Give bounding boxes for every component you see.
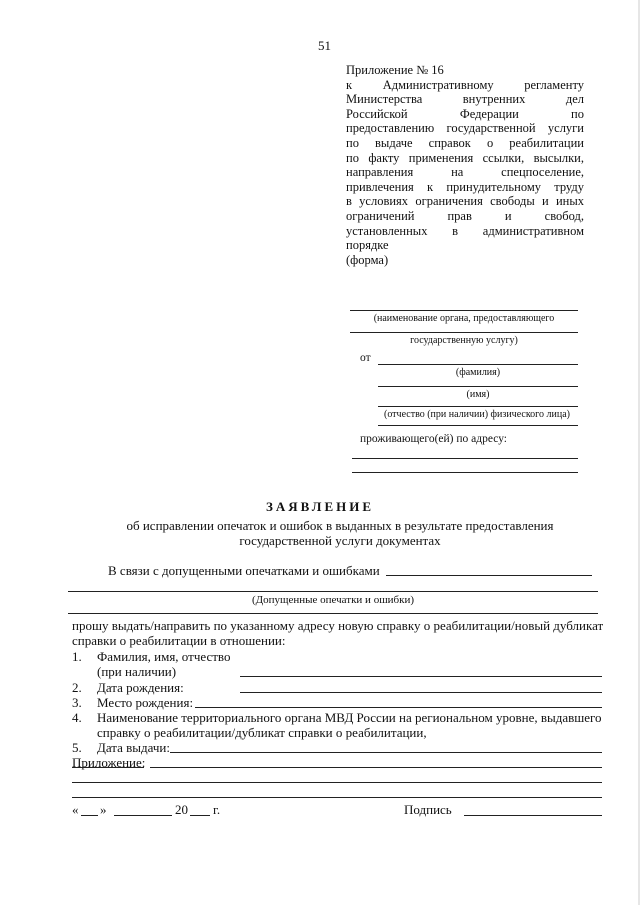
appendix-line: Министерства внутренних дел xyxy=(346,92,584,107)
attachment-field-3[interactable] xyxy=(72,797,602,798)
errors-field-2[interactable] xyxy=(68,591,598,592)
attachment-field-1[interactable] xyxy=(150,767,602,768)
intro-text: В связи с допущенными опечатками и ошибками xyxy=(108,563,380,578)
item-number: 2. xyxy=(72,680,82,695)
page-number: 51 xyxy=(318,38,331,53)
appendix-line: Приложение № 16 xyxy=(346,63,444,77)
patronymic-caption: (отчество (при наличии) физического лица) xyxy=(383,409,570,420)
address-field-2[interactable] xyxy=(352,472,578,473)
item-fio-label: Фамилия, имя, отчество xyxy=(97,649,231,664)
from-label: от xyxy=(360,352,371,364)
appendix-line: к Административному регламенту xyxy=(346,77,584,92)
org-name-field-2[interactable] xyxy=(350,332,578,333)
item-organ-label: Наименование территориального органа МВД России на региональном уровне, выдавшего xyxy=(97,710,602,725)
appendix-line: установленных в административном xyxy=(346,223,584,238)
patronymic-field[interactable] xyxy=(378,406,578,407)
day-field[interactable] xyxy=(81,815,98,816)
appendix-line: по факту применения ссылки, высылки, xyxy=(346,150,584,165)
appendix-line: (форма) xyxy=(346,252,389,267)
item-number: 5. xyxy=(72,740,82,755)
appendix-block xyxy=(346,63,584,267)
appendix-line: в условиях ограничения свободы и иных xyxy=(346,194,584,209)
month-field[interactable] xyxy=(114,815,172,816)
address-label: проживающего(ей) по адресу: xyxy=(360,433,507,445)
subtitle-line-1: об исправлении опечаток и ошибок в выданных в результате предоставления xyxy=(126,518,554,533)
item-number: 1. xyxy=(72,649,82,664)
date-quote-open: « xyxy=(72,802,79,817)
attachment-field-2[interactable] xyxy=(72,782,602,783)
request-line-2: справки о реабилитации в отношении: xyxy=(72,633,286,648)
appendix-line: предоставлению государственной услуги xyxy=(346,121,584,136)
year-prefix: 20 xyxy=(175,802,188,817)
document-subtitle xyxy=(60,518,620,548)
year-suffix: г. xyxy=(213,802,221,817)
item-issue-date-label: Дата выдачи: xyxy=(97,740,171,755)
signature-field[interactable] xyxy=(464,815,602,816)
appendix-line: привлечения к принудительному труду xyxy=(346,179,584,194)
document-title: ЗАЯВЛЕНИЕ xyxy=(265,499,375,514)
item-birthdate-label: Дата рождения: xyxy=(97,680,184,695)
address-field-1[interactable] xyxy=(352,458,578,459)
item-fio-label-2: (при наличии) xyxy=(97,664,177,679)
item-organ-label-2: справку о реабилитации/дубликат справки о реабилитации, xyxy=(97,725,427,740)
org-name-field[interactable] xyxy=(350,310,578,311)
errors-field-1[interactable] xyxy=(386,575,592,576)
item-birthplace-label: Место рождения: xyxy=(97,695,194,710)
fio-field[interactable] xyxy=(240,676,602,677)
appendix-line: ограничений прав и свобод, xyxy=(346,208,584,223)
date-quote-close: » xyxy=(100,802,107,817)
issue-date-field[interactable] xyxy=(170,752,602,753)
org-caption-2: государственную услугу) xyxy=(410,335,518,346)
item-number: 3. xyxy=(72,695,82,710)
surname-field[interactable] xyxy=(378,364,578,365)
signature-label: Подпись xyxy=(404,802,452,817)
item-number: 4. xyxy=(72,710,82,725)
birthdate-field[interactable] xyxy=(240,692,602,693)
errors-caption: (Допущенные опечатки и ошибки) xyxy=(251,594,415,606)
birthplace-field[interactable] xyxy=(195,707,602,708)
org-caption-1: (наименование органа, предоставляющего xyxy=(373,313,555,324)
name-caption: (имя) xyxy=(466,389,490,400)
appendix-line: направления на спецпоселение, xyxy=(346,165,584,180)
errors-field-3[interactable] xyxy=(68,613,598,614)
year-field[interactable] xyxy=(190,815,210,816)
appendix-line: по выдаче справок о реабилитации xyxy=(346,135,584,150)
request-line-1: прошу выдать/направить по указанному адресу новую справку о реабилитации/новый дубликат xyxy=(72,618,604,633)
attachment-label-underline xyxy=(72,767,144,768)
appendix-line: Российской Федерации по xyxy=(346,106,584,121)
subtitle-line-2: государственной услуги документах xyxy=(239,533,441,548)
surname-caption: (фамилия) xyxy=(455,367,501,378)
name-field[interactable] xyxy=(378,386,578,387)
attachment-label: Приложение: xyxy=(72,755,146,770)
patronymic-underline xyxy=(378,425,578,426)
appendix-line: порядке xyxy=(346,238,389,253)
